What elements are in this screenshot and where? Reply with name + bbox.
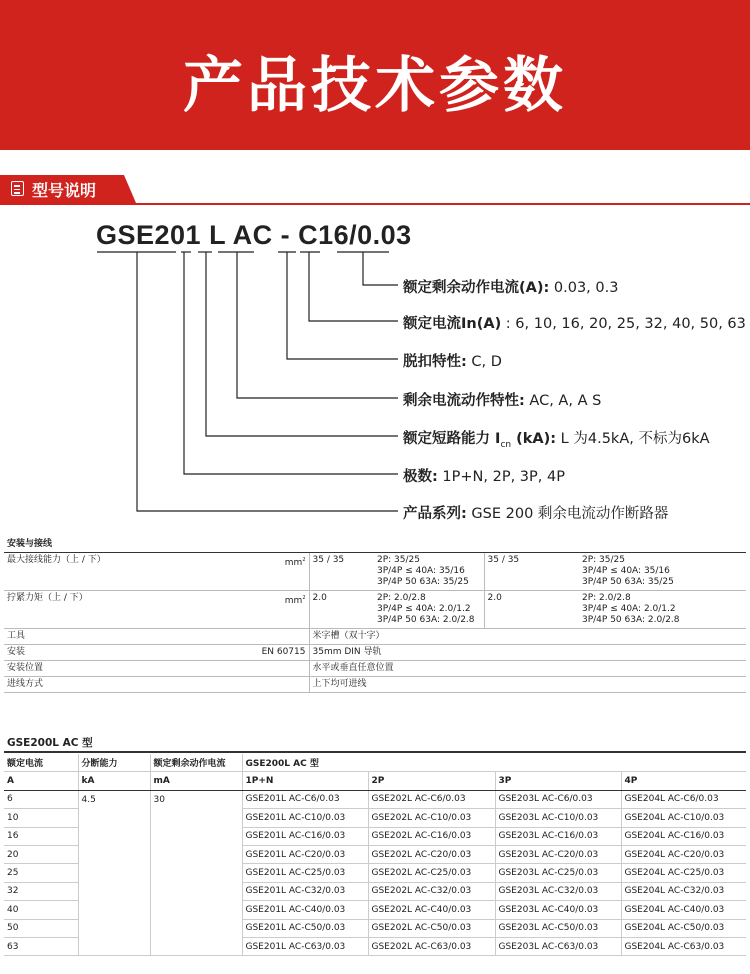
table-cell: 25 xyxy=(4,864,78,882)
table-cell: GSE202L AC-C10/0.03 xyxy=(368,809,495,827)
table-cell: GSE201L AC-C50/0.03 xyxy=(242,919,368,937)
table-cell: 6 xyxy=(4,790,78,808)
table-cell: 4.5 xyxy=(78,790,150,956)
table-cell: GSE204L AC-C32/0.03 xyxy=(621,882,746,900)
table-cell: GSE201L AC-C6/0.03 xyxy=(242,790,368,808)
table-cell: GSE202L AC-C50/0.03 xyxy=(368,919,495,937)
table-cell: GSE204L AC-C40/0.03 xyxy=(621,901,746,919)
table-cell: 16 xyxy=(4,827,78,845)
model-table xyxy=(4,754,746,956)
table-cell: GSE204L AC-C6/0.03 xyxy=(621,790,746,808)
annotation-residual-current: 额定剩余动作电流(A): 0.03, 0.3 xyxy=(403,280,619,296)
table-cell: 32 xyxy=(4,882,78,900)
unit-mm2: $mm^2$ xyxy=(239,591,309,629)
table-row: 拧紧力矩（上 / 下） $mm^2$ 2.0 2P: 2.0/2.8 3P/4P ≤ 40A: 2.0/1.2 3P/4P 50 63A: 2.0/2.8 2.0 2P: 2.0/2.8 3P/4P ≤ 40A: 2.0/1.2 3P/4P 50 63A: 2.0/2.8 xyxy=(4,591,746,629)
table-cell: 63 xyxy=(4,937,78,955)
table-row: 最大接线能力（上 / 下） $mm^2$ 35 / 35 2P: 35/25 3P/4P ≤ 40A: 35/16 3P/4P 50 63A: 35/25 35 / 35 2P: 35/25 3P/4P ≤ 40A: 35/16 3P/4P 50 63A: 35/25 xyxy=(4,553,746,591)
table-row: 进线方式 上下均可进线 xyxy=(4,677,746,693)
model-code: GSE201 L AC - C16/0.03 xyxy=(96,220,412,250)
model-table-title: GSE200L AC 型 xyxy=(7,737,93,749)
table-row: 安装 EN 60715 35mm DIN 导轨 xyxy=(4,645,746,661)
table-cell: GSE203L AC-C10/0.03 xyxy=(495,809,621,827)
table-cell: GSE203L AC-C40/0.03 xyxy=(495,901,621,919)
annotation-breaking-capacity: 额定短路能力 $I_{cn}$ (kA): L 为4.5kA, 不标为6kA xyxy=(403,431,710,450)
table-row: 安装位置 水平或垂直任意位置 xyxy=(4,661,746,677)
table-cell: GSE201L AC-C10/0.03 xyxy=(242,809,368,827)
table-cell: GSE203L AC-C6/0.03 xyxy=(495,790,621,808)
annotation-poles: 极数: 1P+N, 2P, 3P, 4P xyxy=(403,469,565,485)
table-cell: GSE204L AC-C63/0.03 xyxy=(621,937,746,955)
table-row: 工具 米字槽（双十字） xyxy=(4,629,746,645)
table-cell: GSE204L AC-C20/0.03 xyxy=(621,845,746,863)
section-title: 型号说明 xyxy=(32,181,97,200)
table-cell: GSE204L AC-C50/0.03 xyxy=(621,919,746,937)
table-cell: GSE201L AC-C16/0.03 xyxy=(242,827,368,845)
model-table-rule xyxy=(4,751,746,753)
table-cell: GSE203L AC-C20/0.03 xyxy=(495,845,621,863)
table-cell: GSE202L AC-C25/0.03 xyxy=(368,864,495,882)
install-table-header: 安装与接线 xyxy=(4,537,746,553)
unit-mm2: $mm^2$ xyxy=(239,553,309,591)
annotation-rated-current: 额定电流In(A) : 6, 10, 16, 20, 25, 32, 40, 50, 63 xyxy=(403,316,746,332)
table-cell: GSE202L AC-C63/0.03 xyxy=(368,937,495,955)
table-cell: GSE202L AC-C40/0.03 xyxy=(368,901,495,919)
annotation-trip-characteristic: 脱扣特性: C, D xyxy=(403,354,502,370)
table-cell: GSE202L AC-C20/0.03 xyxy=(368,845,495,863)
table-cell: 10 xyxy=(4,809,78,827)
table-cell: GSE201L AC-C63/0.03 xyxy=(242,937,368,955)
table-cell: GSE203L AC-C50/0.03 xyxy=(495,919,621,937)
table-cell: GSE203L AC-C32/0.03 xyxy=(495,882,621,900)
page-title: 产品技术参数 xyxy=(183,51,567,121)
table-cell: GSE201L AC-C25/0.03 xyxy=(242,864,368,882)
table-cell: GSE202L AC-C32/0.03 xyxy=(368,882,495,900)
table-cell: GSE204L AC-C10/0.03 xyxy=(621,809,746,827)
table-cell: 20 xyxy=(4,845,78,863)
table-cell: GSE201L AC-C20/0.03 xyxy=(242,845,368,863)
table-cell: 30 xyxy=(150,790,242,956)
table-cell: GSE201L AC-C40/0.03 xyxy=(242,901,368,919)
model-table-subheader: A kA mA 1P+N 2P 3P 4P xyxy=(4,772,746,790)
table-cell: GSE204L AC-C16/0.03 xyxy=(621,827,746,845)
table-cell: GSE202L AC-C6/0.03 xyxy=(368,790,495,808)
table-cell: 50 xyxy=(4,919,78,937)
table-cell: GSE203L AC-C16/0.03 xyxy=(495,827,621,845)
install-table xyxy=(4,537,746,693)
table-row xyxy=(4,790,746,808)
annotation-residual-type: 剩余电流动作特性: AC, A, A S xyxy=(403,393,602,409)
table-cell: GSE203L AC-C25/0.03 xyxy=(495,864,621,882)
annotation-series: 产品系列: GSE 200 剩余电流动作断路器 xyxy=(403,506,669,522)
table-cell: GSE201L AC-C32/0.03 xyxy=(242,882,368,900)
model-table-header: 额定电流 分断能力 额定剩余动作电流 GSE200L AC 型 xyxy=(4,754,746,772)
table-cell: GSE204L AC-C25/0.03 xyxy=(621,864,746,882)
table-cell: GSE202L AC-C16/0.03 xyxy=(368,827,495,845)
table-cell: GSE203L AC-C63/0.03 xyxy=(495,937,621,955)
table-cell: 40 xyxy=(4,901,78,919)
